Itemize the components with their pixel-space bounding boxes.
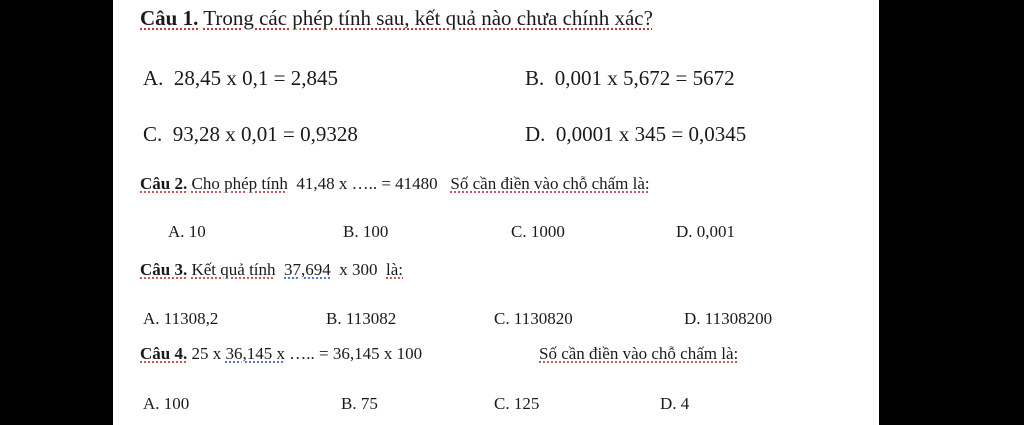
question-2-label: Câu 2. xyxy=(140,174,188,193)
question-2-option-a: A. 10 xyxy=(168,222,206,241)
question-4-rest: ….. = 36,145 x 100 xyxy=(289,344,423,363)
question-4-suffix-line xyxy=(539,344,738,364)
question-4-option-c: C. 125 xyxy=(494,394,540,413)
question-3-option-c: C. 1130820 xyxy=(494,309,573,328)
question-3-option-d: D. 11308200 xyxy=(684,309,773,328)
question-1-heading xyxy=(140,6,653,31)
question-3-rest: x 300 xyxy=(339,260,378,279)
question-1-option-c: C. 93,28 x 0,01 = 0,9328 xyxy=(143,122,358,146)
question-2-prefix: Cho phép tính xyxy=(191,174,288,193)
question-2-option-b: B. 100 xyxy=(343,222,389,241)
question-2-option-c: C. 1000 xyxy=(511,222,565,241)
question-3-prefix: Kết quả tính xyxy=(191,260,276,279)
question-3-option-b: B. 113082 xyxy=(326,309,397,328)
question-4-option-b: B. 75 xyxy=(341,394,378,413)
question-2-expression: 41,48 x ….. = 41480 xyxy=(296,174,438,193)
question-2-option-d: D. 0,001 xyxy=(676,222,736,241)
question-3-label: Câu 3. xyxy=(140,260,188,279)
question-3-option-a: A. 11308,2 xyxy=(143,309,219,328)
question-4-option-a: A. 100 xyxy=(143,394,190,413)
question-1-label: Câu 1. xyxy=(140,6,199,30)
question-4-option-d: D. 4 xyxy=(660,394,690,413)
question-1-option-d: D. 0,0001 x 345 = 0,0345 xyxy=(525,122,747,146)
question-2-suffix: Số cần điền vào chỗ chấm là: xyxy=(450,174,650,193)
question-3-number: 37,694 xyxy=(284,260,331,279)
worksheet-page xyxy=(113,0,879,425)
question-3-tail: là: xyxy=(386,260,404,279)
question-4-suffix: Số cần điền vào chỗ chấm là: xyxy=(539,344,739,363)
question-4-label: Câu 4. xyxy=(140,344,188,363)
question-1-option-b: B. 0,001 x 5,672 = 5672 xyxy=(525,66,735,90)
question-1-option-a: A. 28,45 x 0,1 = 2,845 xyxy=(143,66,339,90)
question-3-heading xyxy=(140,260,403,280)
question-2-heading xyxy=(140,174,650,194)
question-4-underlined: 36,145 x xyxy=(225,344,285,363)
question-4-heading xyxy=(140,344,422,364)
question-1-text: Trong các phép tính sau, kết quả nào chưa chính xác? xyxy=(203,6,653,30)
question-4-lead: 25 x xyxy=(191,344,222,363)
